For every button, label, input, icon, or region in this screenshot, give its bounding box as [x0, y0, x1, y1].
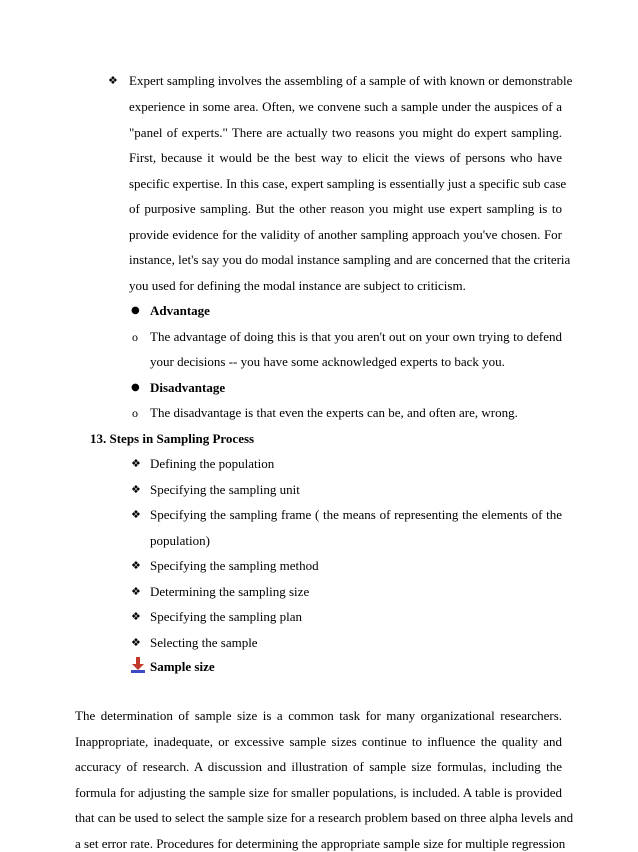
expert-line: you used for defining the modal instance are subject to criticism.	[129, 278, 466, 293]
expert-line: specific expertise. In this case, expert sampling is essentially just a specific sub case	[129, 176, 567, 191]
expert-line: experience in some area. Often, we convene such a sample under the auspices of a	[129, 99, 562, 114]
disadvantage-sub-bullet-icon: o	[132, 406, 138, 420]
expert-line: First, because it would be the best way to elicit the views of persons who have	[129, 150, 562, 165]
step-bullet-icon: ❖	[131, 483, 141, 496]
expert-line: provide evidence for the validity of another sampling approach you've chosen. For	[129, 227, 562, 242]
advantage-text-line: The advantage of doing this is that you aren't out on your own trying to defend	[150, 329, 562, 344]
step-bullet-icon: ❖	[131, 559, 141, 572]
paragraph-line: accuracy of research. A discussion and illustration of sample size formulas, including the	[75, 759, 562, 774]
paragraph-line: a set error rate. Procedures for determining the appropriate sample size for multiple regression	[75, 836, 566, 851]
disadvantage-heading: Disadvantage	[150, 380, 226, 395]
advantage-bullet-icon: ●	[131, 305, 140, 316]
arrow-bullet-icon	[131, 657, 145, 673]
steps-heading: 13. Steps in Sampling Process	[90, 431, 255, 446]
step-item: Specifying the sampling frame ( the means of representing the elements of the	[150, 507, 562, 522]
expert-line: "panel of experts." There are actually two reasons you might do expert sampling.	[129, 125, 562, 140]
step-item: Defining the population	[150, 456, 275, 471]
advantage-sub-bullet-icon: o	[132, 330, 138, 344]
expert-bullet-icon: ❖	[108, 74, 118, 87]
paragraph-line: Inappropriate, inadequate, or excessive sample sizes continue to influence the quality and	[75, 734, 562, 749]
expert-line: of purposive sampling. But the other reason you might use expert sampling is to	[129, 201, 562, 216]
disadvantage-text: The disadvantage is that even the experts can be, and often are, wrong.	[150, 405, 518, 420]
step-item: Specifying the sampling plan	[150, 609, 303, 624]
step-item: Specifying the sampling unit	[150, 482, 300, 497]
step-bullet-icon: ❖	[131, 457, 141, 470]
advantage-heading: Advantage	[150, 303, 210, 318]
step-item: Determining the sampling size	[150, 584, 310, 599]
disadvantage-bullet-icon: ●	[131, 382, 140, 393]
advantage-text-line: your decisions -- you have some acknowledged experts to back you.	[150, 354, 505, 369]
step-bullet-icon: ❖	[131, 610, 141, 623]
paragraph-line: formula for adjusting the sample size for smaller populations, is included. A table is provided	[75, 785, 562, 800]
step-item-continuation: population)	[150, 533, 210, 548]
step-bullet-icon: ❖	[131, 508, 141, 521]
sample-size-heading: Sample size	[150, 659, 215, 674]
expert-line: instance, let's say you do modal instance sampling and are concerned that the criteria	[129, 252, 571, 267]
step-item: Selecting the sample	[150, 635, 258, 650]
paragraph-line: that can be used to select the sample size for a research problem based on three alpha levels and	[75, 810, 574, 825]
paragraph-line: The determination of sample size is a common task for many organizational researchers.	[75, 708, 562, 723]
expert-line: Expert sampling involves the assembling of a sample of with known or demonstrable	[129, 73, 573, 88]
step-bullet-icon: ❖	[131, 585, 141, 598]
step-item: Specifying the sampling method	[150, 558, 319, 573]
step-bullet-icon: ❖	[131, 636, 141, 649]
